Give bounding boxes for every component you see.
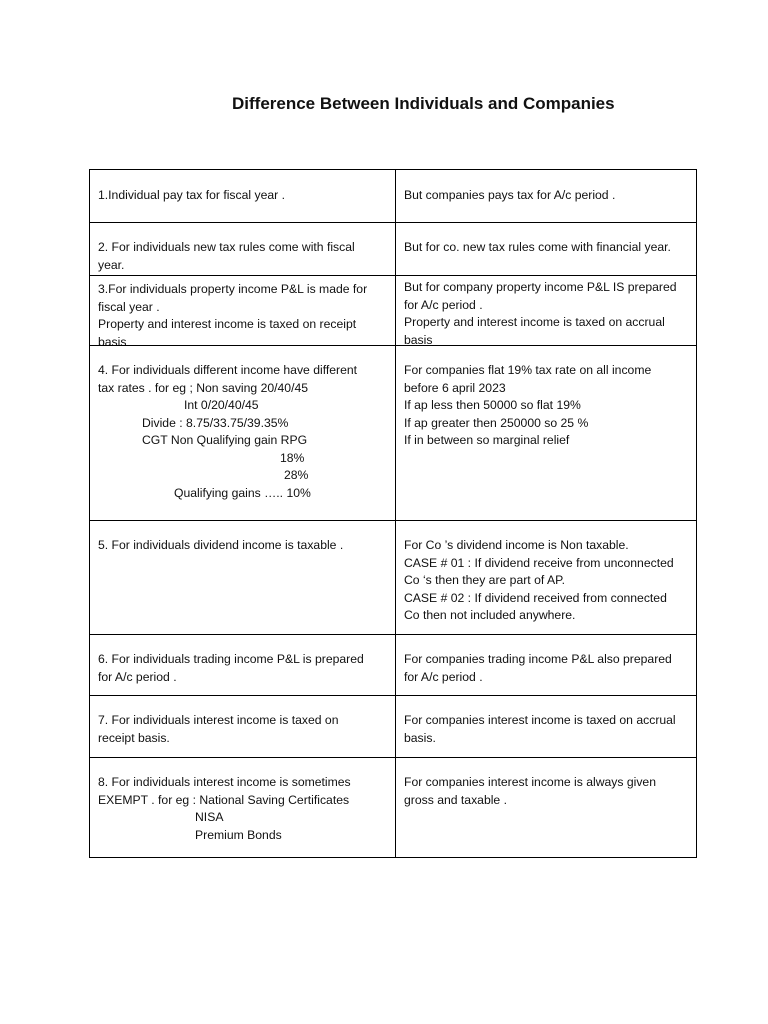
cell-line: tax rates . for eg ; Non saving 20/40/45 <box>98 380 309 395</box>
company-cell <box>396 696 697 758</box>
cell-line: Divide : 8.75/33.75/39.35% <box>142 415 289 430</box>
cell-line: For companies flat 19% tax rate on all income <box>404 363 652 377</box>
cell-line: But for co. new tax rules come with financial year. <box>404 240 671 254</box>
cell-line: But companies pays tax for A/c period . <box>404 188 616 202</box>
individual-cell <box>90 223 396 276</box>
cell-line: Premium Bonds <box>195 827 282 842</box>
cell-line: basis <box>98 334 127 345</box>
cell-line: 18% <box>280 450 305 465</box>
individual-cell <box>90 170 396 223</box>
company-cell <box>396 346 697 521</box>
cell-line: Property and interest income is taxed on accrual <box>404 315 665 329</box>
cell-line: CASE # 01 : If dividend receive from unconnected <box>404 555 674 570</box>
cell-line: 3.For individuals property income P&L is made for <box>98 282 368 296</box>
cell-line: For companies trading income P&L also prepared <box>404 652 672 666</box>
cell-line: For companies interest income is always given <box>404 775 656 789</box>
cell-line: If in between so marginal relief <box>404 433 570 447</box>
individual-cell <box>90 276 396 346</box>
cell-line: Co then not included anywhere. <box>404 608 576 622</box>
cell-line: If ap greater then 250000 so 25 % <box>404 415 589 430</box>
company-cell <box>396 635 697 696</box>
company-cell <box>396 758 697 858</box>
cell-line: fiscal year . <box>98 299 160 314</box>
individual-cell <box>90 346 396 521</box>
comparison-table <box>89 169 697 858</box>
cell-line: Co ‘s then they are part of AP. <box>404 573 566 587</box>
cell-line: For companies interest income is taxed on accrual <box>404 713 676 727</box>
table-row <box>90 521 697 635</box>
cell-line: 4. For individuals different income have different <box>98 363 358 377</box>
company-cell <box>396 276 697 346</box>
table-row <box>90 170 697 223</box>
cell-line: gross and taxable . <box>404 792 507 807</box>
cell-line: Qualifying gains ….. 10% <box>174 485 311 500</box>
table-row <box>90 758 697 858</box>
table-row <box>90 223 697 276</box>
cell-line: 5. For individuals dividend income is taxable . <box>98 538 344 552</box>
cell-line: before 6 april 2023 <box>404 380 506 395</box>
cell-line: For Co ’s dividend income is Non taxable. <box>404 538 629 552</box>
company-cell <box>396 521 697 635</box>
cell-line: 28% <box>284 468 309 482</box>
cell-line: basis. <box>404 730 436 745</box>
table-row <box>90 346 697 521</box>
table-row <box>90 276 697 346</box>
cell-line: Int 0/20/40/45 <box>184 398 259 412</box>
individual-cell <box>90 758 396 858</box>
cell-line: CASE # 02 : If dividend received from connected <box>404 590 667 605</box>
cell-line: for A/c period . <box>404 297 483 312</box>
cell-line: receipt basis. <box>98 730 170 745</box>
cell-line: CGT Non Qualifying gain RPG <box>142 433 308 447</box>
company-cell <box>396 170 697 223</box>
individual-cell <box>90 696 396 758</box>
cell-line: for A/c period . <box>404 669 483 684</box>
cell-line: If ap less then 50000 so flat 19% <box>404 398 581 412</box>
table-row <box>90 635 697 696</box>
cell-line: 2. For individuals new tax rules come with fiscal <box>98 240 355 254</box>
cell-line: 7. For individuals interest income is taxed on <box>98 713 339 727</box>
cell-line: But for company property income P&L IS prepared <box>404 280 677 294</box>
cell-line: for A/c period . <box>98 669 177 684</box>
individual-cell <box>90 635 396 696</box>
table-row <box>90 696 697 758</box>
cell-line: 6. For individuals trading income P&L is prepared <box>98 652 364 666</box>
individual-cell <box>90 521 396 635</box>
cell-line: NISA <box>195 810 224 824</box>
cell-line: EXEMPT . for eg : National Saving Certificates <box>98 792 350 807</box>
cell-line: 1.Individual pay tax for fiscal year . <box>98 188 285 202</box>
cell-line: Property and interest income is taxed on receipt <box>98 317 357 331</box>
page-title: Difference Between Individuals and Companies <box>232 94 615 113</box>
cell-line: year. <box>98 257 125 272</box>
cell-line: 8. For individuals interest income is sometimes <box>98 775 351 789</box>
cell-line: basis <box>404 332 433 345</box>
company-cell <box>396 223 697 276</box>
